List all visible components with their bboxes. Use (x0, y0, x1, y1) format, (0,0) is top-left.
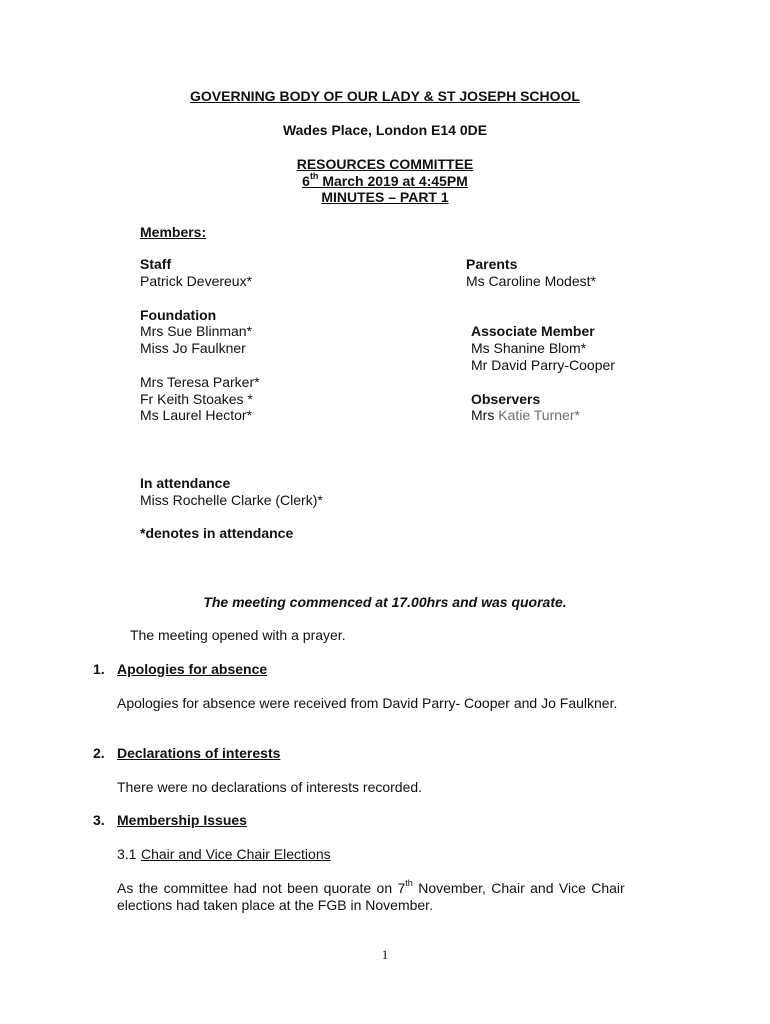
members-heading: Members: (140, 224, 207, 240)
parents-heading: Parents (466, 256, 518, 272)
associate-heading: Associate Member (471, 323, 595, 339)
foundation-member: Mrs Teresa Parker* (140, 374, 260, 390)
observers-heading: Observers (471, 391, 541, 407)
associate-member: Mr David Parry-Cooper (471, 357, 615, 373)
subitem-text-b: November, Chair and Vice Chair (412, 880, 625, 896)
date-suffix: th (309, 171, 319, 182)
item-number: 2. (93, 745, 105, 761)
attendance-member: Miss Rochelle Clarke (Clerk)* (140, 492, 323, 508)
staff-heading: Staff (140, 256, 172, 272)
item-text-apologies: Apologies for absence were received from David Parry- Cooper and Jo Faulkner. (117, 695, 618, 711)
date-day: 6 (302, 173, 310, 189)
associate-member: Ms Shanine Blom* (471, 340, 587, 356)
observer-title: Mrs (471, 407, 495, 423)
item-number: 3. (93, 812, 105, 828)
foundation-heading: Foundation (140, 307, 217, 323)
item-heading-declarations: Declarations of interests (117, 745, 281, 761)
meeting-commenced: The meeting commenced at 17.00hrs and was quorate. (203, 594, 567, 610)
parent-member: Ms Caroline Modest* (466, 273, 596, 289)
subitem-heading: Chair and Vice Chair Elections (141, 846, 331, 862)
committee-name: RESOURCES COMMITTEE (296, 156, 474, 172)
school-address: Wades Place, London E14 0DE (282, 122, 488, 138)
page-number: 1 (381, 947, 389, 962)
meeting-date (0, 173, 770, 190)
attendance-note: *denotes in attendance (140, 525, 294, 541)
item-number: 1. (93, 661, 105, 677)
foundation-member: Ms Laurel Hector* (140, 407, 253, 423)
observer-member (471, 407, 580, 424)
observer-name: Katie Turner* (498, 407, 580, 423)
item-heading-apologies: Apologies for absence (117, 661, 268, 677)
subitem-text-a: As the committee had not been quorate on 7 (117, 880, 406, 896)
foundation-member: Miss Jo Faulkner (140, 340, 246, 356)
staff-member: Patrick Devereux* (140, 273, 253, 289)
minutes-label: MINUTES – PART 1 (321, 189, 449, 205)
item-heading-membership: Membership Issues (117, 812, 247, 828)
meeting-opened: The meeting opened with a prayer. (130, 627, 346, 643)
subitem-number: 3.1 (117, 846, 137, 862)
attendance-heading: In attendance (140, 475, 231, 491)
date-rest: March 2019 at 4:45PM (318, 173, 468, 189)
item-text-declarations: There were no declarations of interests recorded. (117, 779, 423, 795)
subitem-text-line1 (117, 880, 625, 897)
foundation-member: Mrs Sue Blinman* (140, 323, 253, 339)
subitem-text-sup: th (405, 878, 413, 889)
document-title: GOVERNING BODY OF OUR LADY & ST JOSEPH SCHOOL (190, 88, 580, 104)
foundation-member: Fr Keith Stoakes * (140, 391, 253, 407)
subitem-text-line2: elections had taken place at the FGB in November. (117, 897, 433, 913)
